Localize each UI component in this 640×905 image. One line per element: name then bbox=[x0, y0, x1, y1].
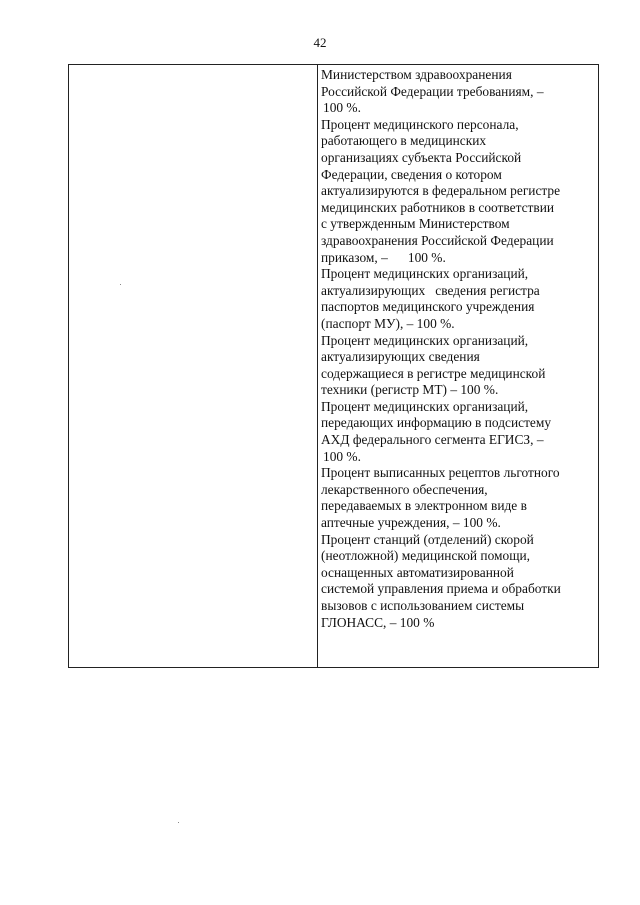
text-line: системой управления приема и обработки bbox=[321, 581, 561, 597]
text-line: 100 %. bbox=[323, 100, 361, 116]
text-line: работающего в медицинских bbox=[321, 133, 487, 149]
text-line: передаваемых в электронном виде в bbox=[321, 498, 527, 514]
text-line: Процент станций (отделений) скорой bbox=[321, 531, 534, 547]
paragraph-ahd-subsystem bbox=[321, 399, 596, 465]
text-line: актуализирующих сведения bbox=[321, 349, 480, 365]
text-line: содержащиеся в регистре медицинской bbox=[321, 365, 546, 381]
text-line: оснащенных автоматизированной bbox=[321, 564, 514, 580]
text-line: вызовов с использованием системы bbox=[321, 598, 525, 613]
scan-speck bbox=[178, 822, 179, 823]
text-line: Процент выписанных рецептов льготного bbox=[321, 465, 560, 481]
text-line: лекарственного обеспечения, bbox=[321, 481, 488, 497]
text-line: медицинских работников в соответствии bbox=[321, 199, 555, 215]
indicators-table bbox=[68, 64, 599, 668]
column-divider bbox=[317, 65, 318, 667]
text-line: Федерации, сведения о котором bbox=[321, 166, 502, 182]
text-line: здравоохранения Российской Федерации bbox=[321, 232, 554, 248]
text-line: с утвержденным Министерством bbox=[321, 216, 510, 232]
table-left-cell bbox=[69, 65, 317, 667]
text-line: паспортов медицинского учреждения bbox=[321, 299, 535, 315]
scan-speck bbox=[120, 284, 121, 285]
paragraph-electronic-prescriptions bbox=[321, 465, 596, 531]
text-line: Процент медицинских организаций, bbox=[321, 266, 529, 282]
text-line: организациях субъекта Российской bbox=[321, 149, 522, 165]
text-line: Российской Федерации требованиям, – bbox=[321, 83, 544, 99]
text-line: ГЛОНАСС, – 100 % bbox=[321, 614, 435, 630]
paragraph-ambulance-glonass bbox=[321, 532, 596, 632]
paragraph-passport-register bbox=[321, 266, 596, 332]
text-line: (паспорт МУ), – 100 %. bbox=[321, 315, 455, 331]
text-line: аптечные учреждения, – 100 %. bbox=[321, 515, 501, 531]
page-number: 42 bbox=[313, 35, 327, 50]
text-line: Процент медицинских организаций, bbox=[321, 398, 529, 414]
text-line: актуализирующих сведения регистра bbox=[321, 282, 540, 298]
text-line: Процент медицинского персонала, bbox=[321, 116, 519, 132]
text-line: 100 %. bbox=[323, 448, 361, 464]
text-line: Министерством здравоохранения bbox=[321, 67, 512, 82]
paragraph-medical-staff-register bbox=[321, 117, 596, 266]
text-line: техники (регистр МТ) – 100 %. bbox=[321, 382, 499, 398]
text-line: (неотложной) медицинской помощи, bbox=[321, 548, 531, 564]
paragraph-requirements-compliance bbox=[321, 67, 596, 117]
paragraph-equipment-register bbox=[321, 333, 596, 399]
table-right-cell bbox=[321, 67, 596, 631]
text-line: Процент медицинских организаций, bbox=[321, 332, 529, 348]
text-line: актуализируются в федеральном регистре bbox=[321, 183, 561, 199]
text-line: приказом, – 100 %. bbox=[321, 249, 446, 265]
text-line: передающих информацию в подсистему bbox=[321, 415, 552, 431]
text-line: АХД федерального сегмента ЕГИСЗ, – bbox=[321, 432, 544, 448]
